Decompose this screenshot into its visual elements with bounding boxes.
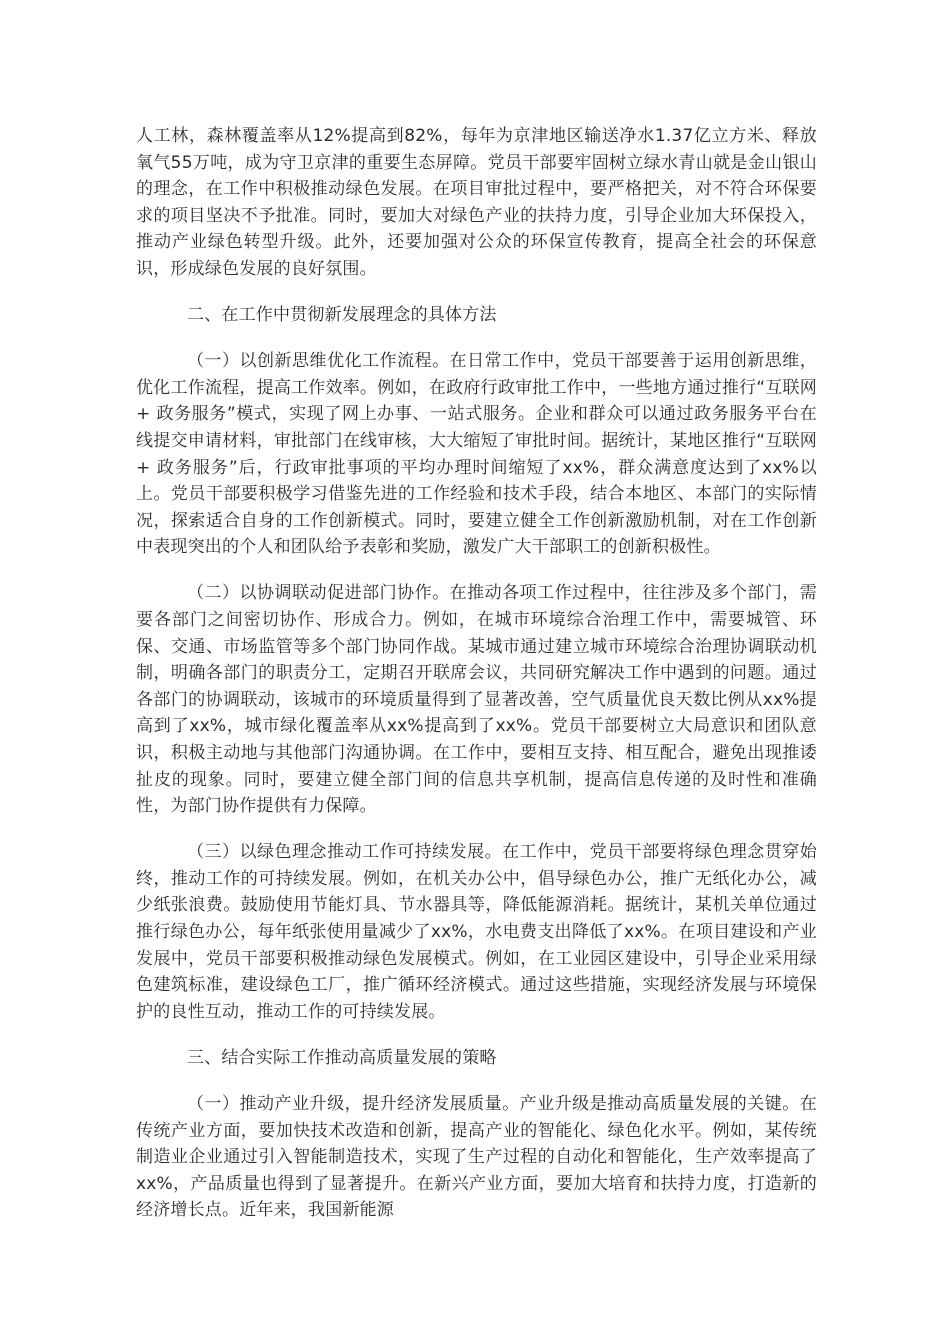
- section-heading-3: 三、结合实际工作推动高质量发展的策略: [187, 1047, 497, 1068]
- section-heading-2: 二、在工作中贯彻新发展理念的具体方法: [187, 305, 497, 326]
- paragraph-2-2: （二）以协调联动促进部门协作。在推动各项工作过程中，往往涉及多个部门，需要各部门之间密切协作、形成合力。例如，在城市环境综合治理工作中，需要城管、环保、交通、市场监管等多个部门协同作战。某城市通过建立城市环境综合治理协调联动机制，明确各部门的职责分工，定期召开联席会议，共同研究解决工作中遇到的问题。通过各部门的协调联动，该城市的环境质量得到了显著改善，空气质量优良天数比例从xx%提高到了xx%，城市绿化覆盖率从xx%提高到了xx%。党员干部要树立大局意识和团队意识，积极主动地与其他部门沟通协调。在工作中，要相互支持、相互配合，避免出现推诿扯皮的现象。同时，要建立健全部门间的信息共享机制，提高信息传递的及时性和准确性，为部门协作提供有力保障。: [136, 583, 817, 817]
- paragraph-2-3: （三）以绿色理念推动工作可持续发展。在工作中，党员干部要将绿色理念贯穿始终，推动工作的可持续发展。例如，在机关办公中，倡导绿色办公，推广无纸化办公，减少纸张浪费。鼓励使用节能灯具、节水器具等，降低能源消耗。据统计，某机关单位通过推行绿色办公，每年纸张使用量减少了xx%，水电费支出降低了xx%。在项目建设和产业发展中，党员干部要积极推动绿色发展模式。例如，在工业园区建设中，引导企业采用绿色建筑标准，建设绿色工厂，推广循环经济模式。通过这些措施，实现经济发展与环境保护的良性互动，推动工作的可持续发展。: [136, 842, 817, 1022]
- paragraph-3-1: （一）推动产业升级，提升经济发展质量。产业升级是推动高质量发展的关键。在传统产业方面，要加快技术改造和创新，提高产业的智能化、绿色化水平。例如，某传统制造业企业通过引入智能制造技术，实现了生产过程的自动化和智能化，生产效率提高了xx%，产品质量也得到了显著提升。在新兴产业方面，要加大培育和扶持力度，打造新的经济增长点。近年来，我国新能源: [136, 1094, 817, 1221]
- paragraph-2-1: （一）以创新思维优化工作流程。在日常工作中，党员干部要善于运用创新思维，优化工作流程，提高工作效率。例如，在政府行政审批工作中，一些地方通过推行“互联网 + 政务服务”模式，实现了网上办事、一站式服务。企业和群众可以通过政务服务平台在线提交申请材料，审批部门在线审核，大大缩短了审批时间。据统计，某地区推行“互联网 + 政务服务”后，行政审批事项的平均办理时间缩短了xx%，群众满意度达到了xx%以上。党员干部要积极学习借鉴先进的工作经验和技术手段，结合本地区、本部门的实际情况，探索适合自身的工作创新模式。同时，要建立健全工作创新激励机制，对在工作创新中表现突出的个人和团队给予表彰和奖励，激发广大干部职工的创新积极性。: [136, 351, 817, 558]
- document-page: [136, 123, 817, 1243]
- paragraph-1: 人工林，森林覆盖率从12%提高到82%，每年为京津地区输送净水1.37亿立方米、释放氧气55万吨，成为守卫京津的重要生态屏障。党员干部要牢固树立绿水青山就是金山银山的理念，在工作中积极推动绿色发展。在项目审批过程中，要严格把关，对不符合环保要求的项目坚决不予批准。同时，要加大对绿色产业的扶持力度，引导企业加大环保投入，推动产业绿色转型升级。此外，还要加强对公众的环保宣传教育，提高全社会的环保意识，形成绿色发展的良好氛围。: [136, 126, 817, 279]
